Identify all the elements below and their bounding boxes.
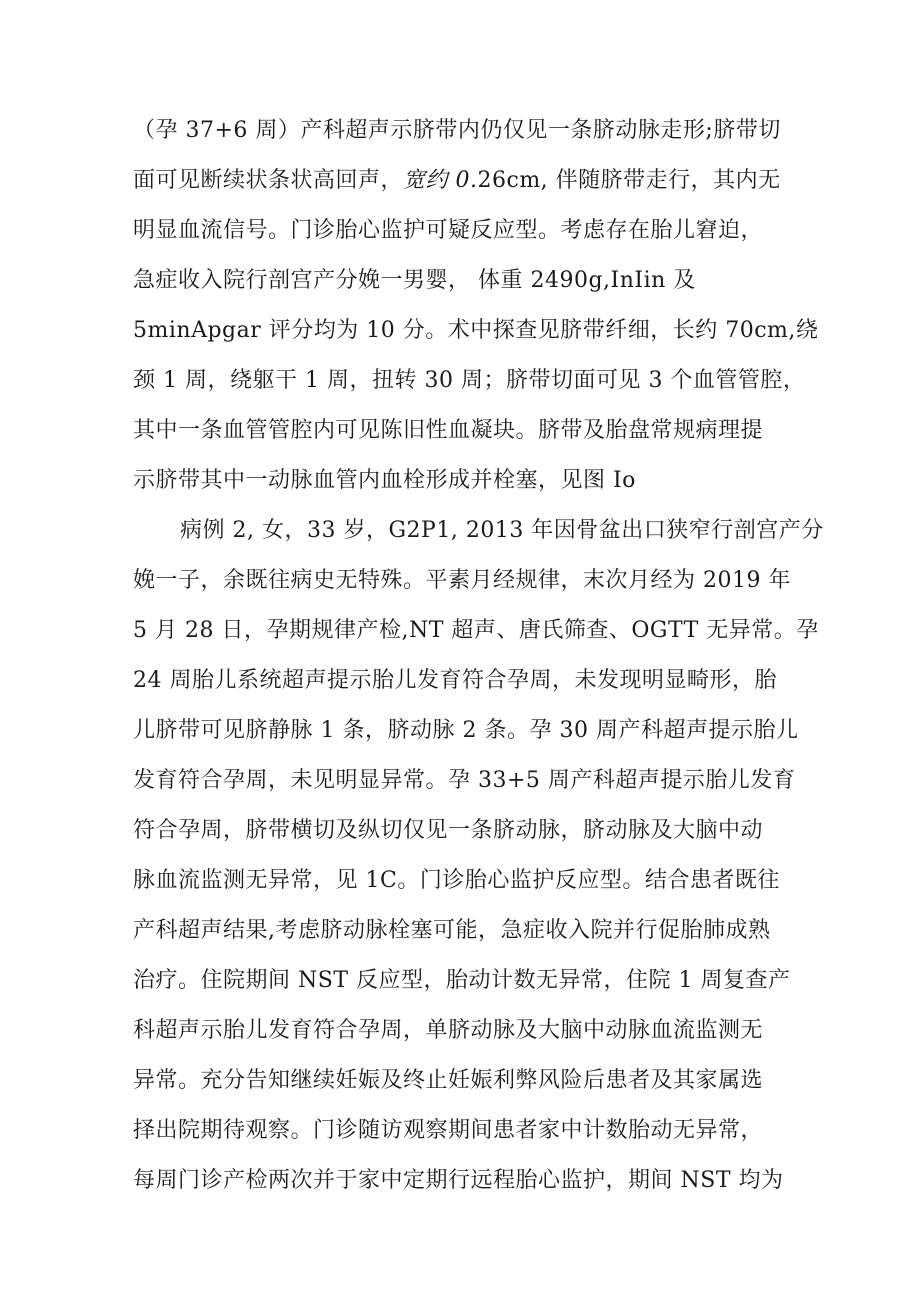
text-line: 择出院期待观察。门诊随访观察期间患者家中计数胎动无异常， [133,1118,764,1143]
text-line: 科超声示胎儿发育符合孕周，单脐动脉及大脑中动脉血流监测无 [133,1018,764,1043]
text-segment: 面可见断续状条状高回声， [133,168,404,193]
text-line: 病例 2, 女，33 岁，G2P1, 2013 年因骨盆出口狭窄行剖宫产分 [180,518,824,543]
text-line: 5 月 28 日，孕期规律产检,NT 超声、唐氏筛查、OGTT 无异常。孕 [133,618,819,643]
text-line: 治疗。住院期间 NST 反应型，胎动计数无异常，住院 1 周复查产 [133,968,791,993]
text-line: 产科超声结果,考虑脐动脉栓塞可能，急症收入院并行促胎肺成熟 [133,918,771,943]
text-line: 脉血流监测无异常，见 1C。门诊胎心监护反应型。结合患者既往 [133,868,780,893]
text-line: （孕 37+6 周）产科超声示脐带内仍仅见一条脐动脉走形;脐带切 [133,118,781,143]
text-line: 急症收入院行剖宫产分娩一男婴， 体重 2490g,InIin 及 [133,268,696,293]
text-line: 娩一子，余既往病史无特殊。平素月经规律，末次月经为 2019 年 [133,568,791,593]
text-segment: 26cm, 伴随脐带走行，其内无 [477,168,781,193]
text-line: 符合孕周，脐带横切及纵切仅见一条脐动脉，脐动脉及大脑中动 [133,818,764,843]
text-line: 异常。充分告知继续妊娠及终止妊娠利弊风险后患者及其家属选 [133,1068,764,1093]
text-line: 颈 1 周，绕躯干 1 周，扭转 30 周；脐带切面可见 3 个血管管腔， [133,368,806,393]
text-line: 示脐带其中一动脉血管内血栓形成并栓塞，见图 Io [133,468,636,493]
text-segment-italic: 宽约 0. [403,168,478,193]
text-line: 明显血流信号。门诊胎心监护可疑反应型。考虑存在胎儿窘迫， [133,218,764,243]
text-line: 每周门诊产检两次并于家中定期行远程胎心监护，期间 NST 均为 [133,1168,784,1193]
text-line: 24 周胎儿系统超声提示胎儿发育符合孕周，未发现明显畸形，胎 [133,668,777,693]
text-line: 发育符合孕周，未见明显异常。孕 33+5 周产科超声提示胎儿发育 [133,768,796,793]
text-line: 儿脐带可见脐静脉 1 条，脐动脉 2 条。孕 30 周产科超声提示胎儿 [133,718,799,743]
text-line [133,166,803,196]
text-line: 其中一条血管管腔内可见陈旧性血凝块。脐带及胎盘常规病理提 [133,418,764,443]
text-line: 5minApgar 评分均为 10 分。术中探查见脐带纤细，长约 70cm,绕 [133,318,819,343]
